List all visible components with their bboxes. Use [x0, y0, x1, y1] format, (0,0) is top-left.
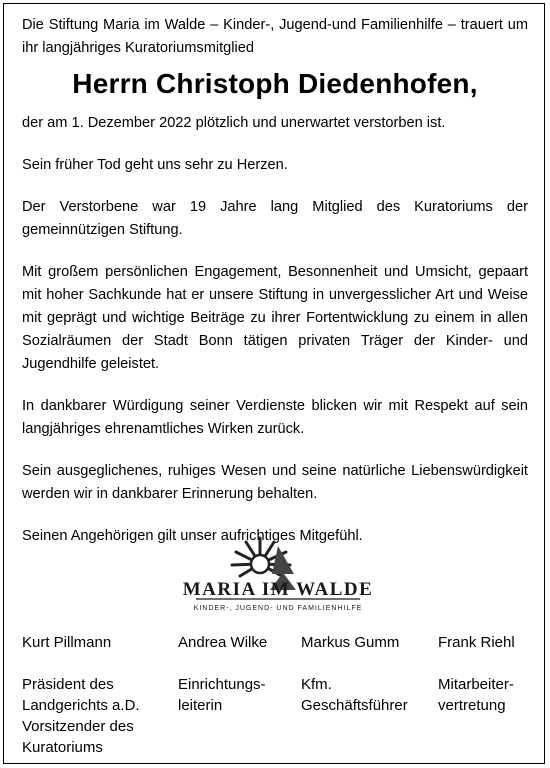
signatory-role: Einrichtungs- leiterin	[178, 676, 266, 714]
paragraph-appreciation: In dankbarer Würdigung seiner Verdienste blicken wir mit Respekt auf sein langjähriges ehrenamtliches Wirken zurück.	[22, 398, 528, 437]
signatory-role: Mitarbeiter- vertretung	[438, 676, 514, 714]
paragraph-death-date: der am 1. Dezember 2022 plötzlich und unerwartet verstorben ist.	[22, 115, 446, 131]
logo-wordmark: MARIA IM WALDE	[182, 579, 374, 600]
maria-im-walde-logo	[174, 532, 382, 618]
signatory-role: Präsident des Landgerichts a.D. Vorsitzender des Kuratoriums	[22, 676, 140, 756]
signatory-kurt-pillmann	[22, 632, 172, 758]
signatory-andrea-wilke	[178, 632, 298, 716]
deceased-name: Herrn Christoph Diedenhofen,	[72, 68, 478, 99]
intro-text: Die Stiftung Maria im Walde – Kinder-, Jugend-und Familienhilfe – trauert um ihr langjähriges Kuratoriumsmitglied	[22, 17, 528, 56]
paragraph-condolence: Seinen Angehörigen gilt unser aufrichtiges Mitgefühl.	[22, 528, 363, 544]
logo-tagline: KINDER-, JUGEND- UND FAMILIENHILFE	[193, 605, 363, 612]
paragraph-memory: Sein ausgeglichenes, ruhiges Wesen und seine natürliche Liebenswürdigkeit werden wir in dankbarer Erinnerung behalten.	[22, 463, 528, 502]
obituary-text	[22, 14, 528, 548]
signatory-role: Kfm. Geschäftsführer	[301, 676, 408, 714]
signatory-name: Kurt Pillmann	[22, 634, 112, 651]
signatory-frank-riehl	[438, 632, 538, 716]
signatory-name: Markus Gumm	[301, 634, 400, 651]
paragraph-engagement: Mit großem persönlichen Engagement, Besonnenheit und Umsicht, gepaart mit hoher Sachkunde hat er unsere Stiftung in unvergesslicher Art und Weise mit geprägt und wichtige Beiträge zu ihrer Fortentwicklung zu einem in allen Sozialräumen der Stadt Bonn tätigen privaten Träger der Kinder- und Jugendhilfe geleistet.	[22, 264, 528, 372]
paragraph-membership: Der Verstorbene war 19 Jahre lang Mitglied des Kuratoriums der gemeinnützigen Stiftung.	[22, 199, 528, 238]
sun-circle	[251, 555, 269, 573]
signatory-markus-gumm	[301, 632, 431, 716]
signatory-name: Frank Riehl	[438, 634, 515, 651]
paragraph-grief: Sein früher Tod geht uns sehr zu Herzen.	[22, 157, 288, 173]
signatory-name: Andrea Wilke	[178, 634, 268, 651]
